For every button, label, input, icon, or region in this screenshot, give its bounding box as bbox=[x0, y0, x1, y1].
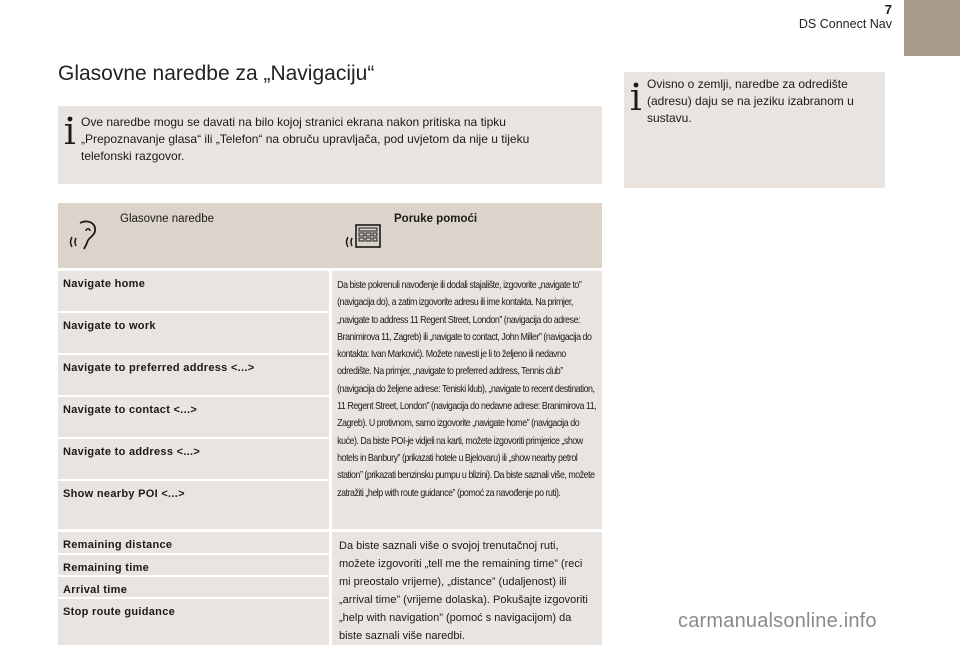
commands-group-route bbox=[58, 532, 329, 645]
command-item: Navigate home bbox=[58, 271, 329, 313]
info-text: Ove naredbe mogu se davati na bilo kojoj stranici ekrana nakon pritiska na tipku „Prepoznavanje glasa“ ili „Telefon“ na obruču upravljača, pod uvjetom da nije u tijeku telefonski razgovor. bbox=[81, 115, 530, 163]
command-item: Remaining time bbox=[58, 555, 329, 577]
header-label-help: Poruke pomoći bbox=[394, 213, 478, 225]
help-text: Da biste saznali više o svojoj trenutačnoj ruti, možete izgovoriti „tell me the remaining time” (reci mi preostalo vrijeme), „distance” (udaljenost) ili „arrival time” (vrijeme dolaska). Pokušajte izgovoriti „help with navigation” (pomoć s navigacijom) da biste saznali više naredbi. bbox=[339, 540, 588, 642]
page-title: Glasovne naredbe za „Navigaciju“ bbox=[58, 62, 375, 85]
command-item: Stop route guidance bbox=[63, 606, 176, 618]
help-message-navigation bbox=[332, 271, 602, 529]
help-message-route bbox=[332, 532, 602, 645]
command-item: Navigate to address <...> bbox=[58, 439, 329, 481]
info-icon bbox=[64, 116, 78, 146]
info-box-commands bbox=[58, 106, 602, 184]
table-header-commands bbox=[58, 203, 329, 268]
watermark: carmanualsonline.info bbox=[678, 610, 877, 632]
voice-help-icon bbox=[340, 217, 384, 254]
page-number: 7 bbox=[884, 2, 892, 17]
voice-command-icon bbox=[66, 217, 108, 254]
command-item: Remaining distance bbox=[58, 532, 329, 555]
command-item: Navigate to contact <...> bbox=[58, 397, 329, 439]
page-tab bbox=[904, 0, 960, 56]
info-icon bbox=[630, 82, 644, 112]
info-box-language bbox=[624, 72, 885, 188]
command-item: Navigate to work bbox=[58, 313, 329, 355]
command-item: Show nearby POI <...> bbox=[63, 488, 185, 500]
command-item: Arrival time bbox=[58, 577, 329, 599]
table-header-help bbox=[332, 203, 602, 268]
commands-group-navigation bbox=[58, 271, 329, 529]
info-text: Ovisno o zemlji, naredbe za odredište (adresu) daju se na jeziku izabranom u sustavu. bbox=[647, 77, 854, 125]
voice-commands-table bbox=[58, 203, 602, 645]
command-item: Navigate to preferred address <...> bbox=[58, 355, 329, 397]
header-label-commands: Glasovne naredbe bbox=[120, 213, 214, 225]
help-text: Da biste pokrenuli navođenje ili dodali stajalište, izgovorite „navigate to” (navigacija do), a zatim izgovorite adresu ili ime kontakta. Na primjer, „navigate to address 11 Regent Street, London” (navigacija do adrese: Branimirova 11, Zagreb) ili „navigate to contact, John Miller” (navigacija do kontakta: Ivan Marković). Možete navesti je li to željeno ili nedavno odredište. Na primjer, „navigate to preferred address, Tennis club” (navigacija do željene adrese: Teniski klub), „navigate to recent destination, 11 Regent Street, London” (navigacija do nedavne adrese: Branimirova 11, Zagreb). U protivnom, samo izgovorite „navigate home” (navigacija do kuće). Da biste POI-je vidjeli na karti, možete izgovoriti primjerice „show hotels in Banbury” (prikazati hotele u Bjelovaru) ili „show nearby petrol station” (prikazati benzinsku pumpu u blizini). Da biste saznali više, možete zatražiti „help with route guidance” (pomoć za navođenje po ruti). bbox=[337, 280, 597, 499]
section-title: DS Connect Nav bbox=[798, 17, 892, 31]
